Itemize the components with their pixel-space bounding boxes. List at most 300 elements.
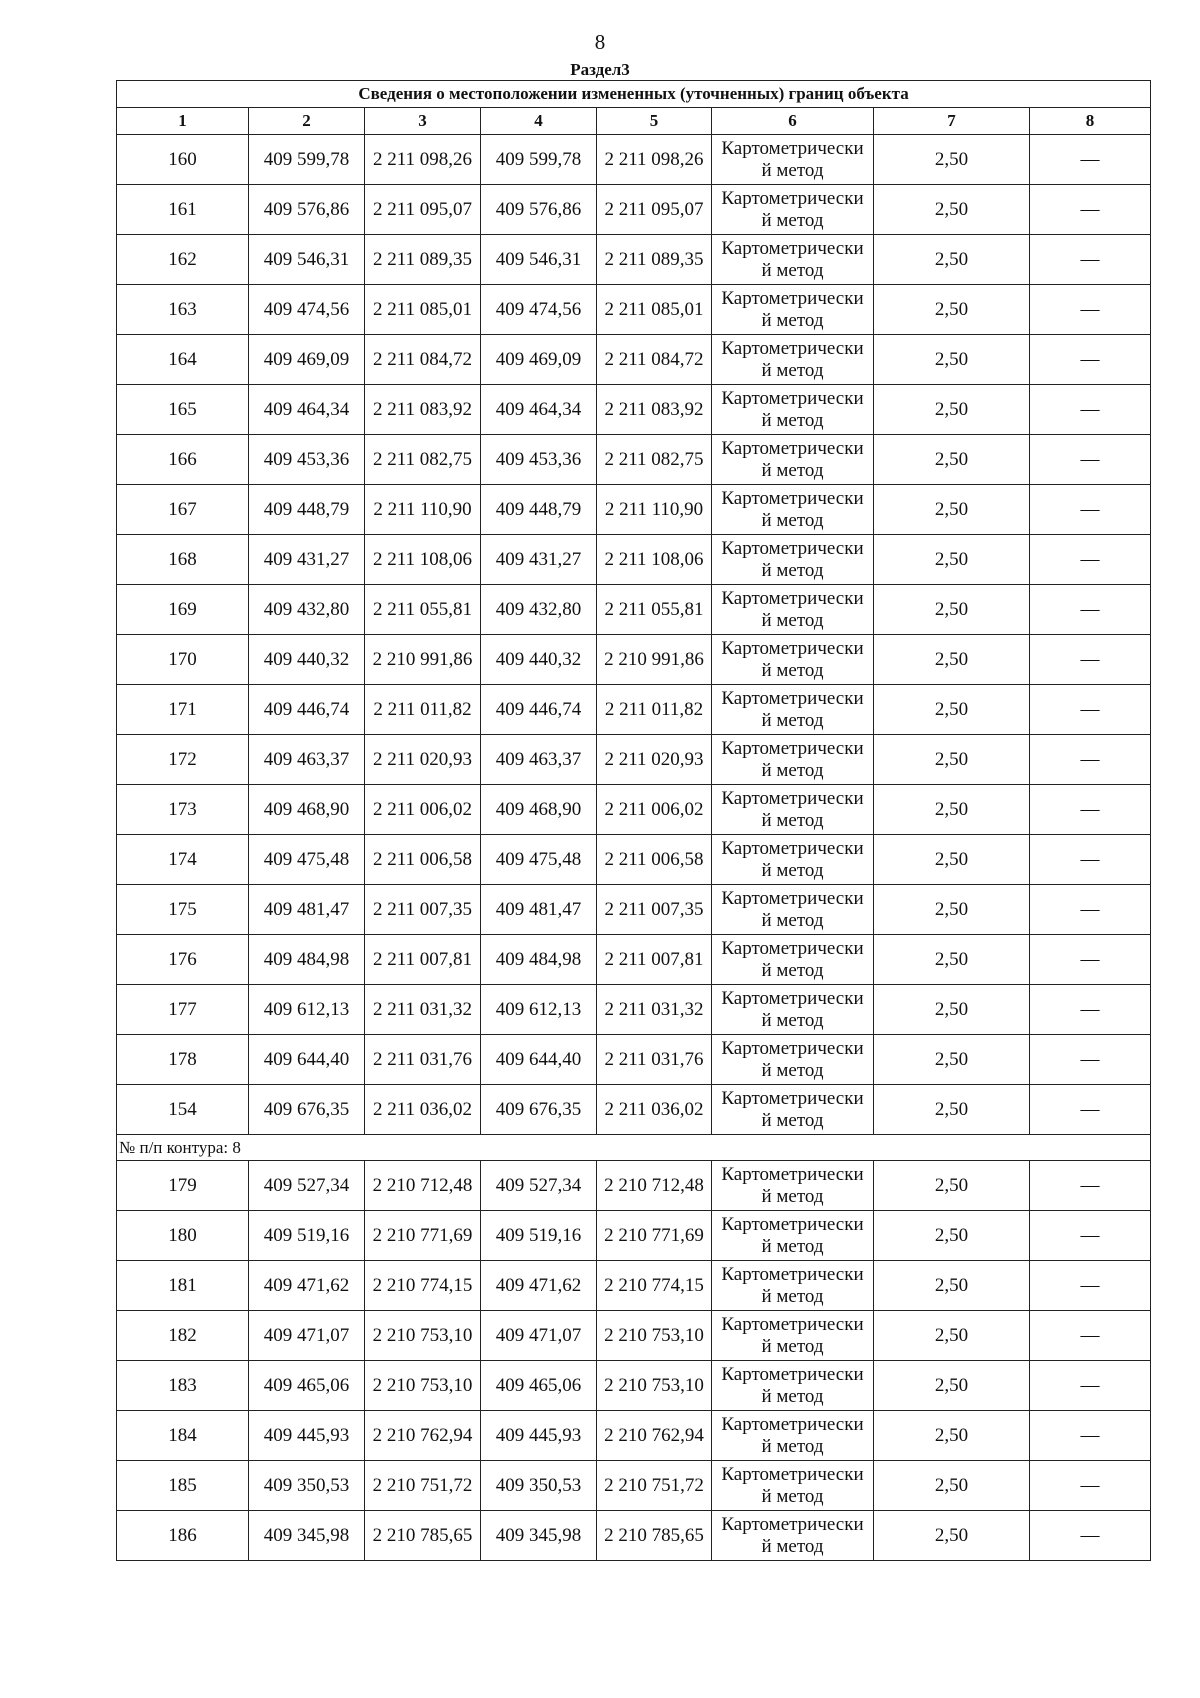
method-cell [712, 1361, 874, 1411]
method-cell [712, 235, 874, 285]
method-cell [712, 1261, 874, 1311]
method-line2: й метод [761, 959, 824, 981]
point-number-cell: 184 [117, 1411, 249, 1461]
method-line1: Картометрически [721, 237, 864, 259]
refined-y-cell: 2 211 006,58 [597, 835, 712, 885]
dash-cell: — [1030, 535, 1151, 585]
dash-cell: — [1030, 1411, 1151, 1461]
method-line2: й метод [761, 209, 824, 231]
refined-y-cell: 2 211 110,90 [597, 485, 712, 535]
coordinates-table [116, 80, 1151, 1561]
table-row [117, 1311, 1151, 1361]
existing-x-cell: 409 474,56 [249, 285, 365, 335]
point-number-cell: 163 [117, 285, 249, 335]
point-number-cell: 183 [117, 1361, 249, 1411]
existing-y-cell: 2 210 774,15 [365, 1261, 481, 1311]
dash-cell: — [1030, 935, 1151, 985]
method-cell [712, 835, 874, 885]
table-row [117, 185, 1151, 235]
table-row [117, 435, 1151, 485]
method-line1: Картометрически [721, 1463, 864, 1485]
method-cell [712, 1411, 874, 1461]
existing-x-cell: 409 481,47 [249, 885, 365, 935]
method-line2: й метод [761, 1059, 824, 1081]
table-caption: Сведения о местоположении измененных (уточненных) границ объекта [117, 81, 1151, 108]
table-row [117, 785, 1151, 835]
refined-x-cell: 409 468,90 [481, 785, 597, 835]
refined-x-cell: 409 484,98 [481, 935, 597, 985]
method-cell [712, 735, 874, 785]
table-row [117, 485, 1151, 535]
dash-cell: — [1030, 885, 1151, 935]
method-line1: Картометрически [721, 337, 864, 359]
refined-y-cell: 2 210 753,10 [597, 1361, 712, 1411]
table-row [117, 685, 1151, 735]
dash-cell: — [1030, 135, 1151, 185]
point-number-cell: 185 [117, 1461, 249, 1511]
refined-y-cell: 2 210 991,86 [597, 635, 712, 685]
method-line1: Картометрически [721, 137, 864, 159]
point-number-cell: 175 [117, 885, 249, 935]
refined-x-cell: 409 345,98 [481, 1511, 597, 1561]
existing-x-cell: 409 676,35 [249, 1085, 365, 1135]
existing-x-cell: 409 445,93 [249, 1411, 365, 1461]
dash-cell: — [1030, 735, 1151, 785]
method-line1: Картометрически [721, 1163, 864, 1185]
method-line1: Картометрически [721, 637, 864, 659]
method-cell [712, 285, 874, 335]
point-number-cell: 162 [117, 235, 249, 285]
point-number-cell: 167 [117, 485, 249, 535]
dash-cell: — [1030, 635, 1151, 685]
existing-x-cell: 409 546,31 [249, 235, 365, 285]
existing-x-cell: 409 475,48 [249, 835, 365, 885]
existing-x-cell: 409 446,74 [249, 685, 365, 735]
table-row [117, 985, 1151, 1035]
method-line1: Картометрически [721, 187, 864, 209]
refined-x-cell: 409 612,13 [481, 985, 597, 1035]
method-cell [712, 985, 874, 1035]
refined-x-cell: 409 599,78 [481, 135, 597, 185]
method-line1: Картометрически [721, 787, 864, 809]
table-row [117, 835, 1151, 885]
refined-x-cell: 409 676,35 [481, 1085, 597, 1135]
method-line1: Картометрически [721, 1087, 864, 1109]
point-number-cell: 160 [117, 135, 249, 185]
existing-y-cell: 2 211 031,76 [365, 1035, 481, 1085]
existing-x-cell: 409 345,98 [249, 1511, 365, 1561]
method-line1: Картометрически [721, 1413, 864, 1435]
method-line2: й метод [761, 1009, 824, 1031]
refined-y-cell: 2 211 031,76 [597, 1035, 712, 1085]
point-number-cell: 179 [117, 1161, 249, 1211]
accuracy-cell: 2,50 [874, 285, 1030, 335]
method-line1: Картометрически [721, 1313, 864, 1335]
existing-y-cell: 2 211 007,35 [365, 885, 481, 935]
existing-y-cell: 2 210 762,94 [365, 1411, 481, 1461]
existing-y-cell: 2 210 771,69 [365, 1211, 481, 1261]
refined-y-cell: 2 210 774,15 [597, 1261, 712, 1311]
dash-cell: — [1030, 1461, 1151, 1511]
accuracy-cell: 2,50 [874, 185, 1030, 235]
method-line1: Картометрически [721, 1363, 864, 1385]
method-line2: й метод [761, 1335, 824, 1357]
table-row [117, 285, 1151, 335]
dash-cell: — [1030, 985, 1151, 1035]
accuracy-cell: 2,50 [874, 135, 1030, 185]
refined-x-cell: 409 475,48 [481, 835, 597, 885]
refined-x-cell: 409 350,53 [481, 1461, 597, 1511]
method-line1: Картометрически [721, 387, 864, 409]
dash-cell: — [1030, 285, 1151, 335]
accuracy-cell: 2,50 [874, 985, 1030, 1035]
refined-x-cell: 409 431,27 [481, 535, 597, 585]
accuracy-cell: 2,50 [874, 1035, 1030, 1085]
existing-y-cell: 2 211 031,32 [365, 985, 481, 1035]
method-cell [712, 1511, 874, 1561]
existing-y-cell: 2 211 110,90 [365, 485, 481, 535]
refined-x-cell: 409 469,09 [481, 335, 597, 385]
page-number: 8 [594, 30, 606, 54]
existing-x-cell: 409 484,98 [249, 935, 365, 985]
refined-x-cell: 409 446,74 [481, 685, 597, 735]
existing-x-cell: 409 599,78 [249, 135, 365, 185]
dash-cell: — [1030, 485, 1151, 535]
existing-x-cell: 409 350,53 [249, 1461, 365, 1511]
method-line2: й метод [761, 259, 824, 281]
point-number-cell: 154 [117, 1085, 249, 1135]
dash-cell: — [1030, 435, 1151, 485]
method-cell [712, 335, 874, 385]
existing-y-cell: 2 211 098,26 [365, 135, 481, 185]
refined-y-cell: 2 211 085,01 [597, 285, 712, 335]
existing-y-cell: 2 211 082,75 [365, 435, 481, 485]
dash-cell: — [1030, 835, 1151, 885]
point-number-cell: 166 [117, 435, 249, 485]
point-number-cell: 171 [117, 685, 249, 735]
method-cell [712, 1085, 874, 1135]
dash-cell: — [1030, 1311, 1151, 1361]
refined-y-cell: 2 211 108,06 [597, 535, 712, 585]
accuracy-cell: 2,50 [874, 635, 1030, 685]
table-row [117, 935, 1151, 985]
existing-x-cell: 409 468,90 [249, 785, 365, 835]
existing-y-cell: 2 210 753,10 [365, 1361, 481, 1411]
existing-y-cell: 2 211 055,81 [365, 585, 481, 635]
accuracy-cell: 2,50 [874, 935, 1030, 985]
refined-y-cell: 2 211 031,32 [597, 985, 712, 1035]
method-line1: Картометрически [721, 937, 864, 959]
refined-y-cell: 2 211 011,82 [597, 685, 712, 735]
method-cell [712, 485, 874, 535]
table-row [117, 1211, 1151, 1261]
accuracy-cell: 2,50 [874, 735, 1030, 785]
dash-cell: — [1030, 785, 1151, 835]
table-row [117, 1361, 1151, 1411]
refined-y-cell: 2 210 751,72 [597, 1461, 712, 1511]
existing-x-cell: 409 431,27 [249, 535, 365, 585]
dash-cell: — [1030, 1211, 1151, 1261]
refined-y-cell: 2 211 098,26 [597, 135, 712, 185]
accuracy-cell: 2,50 [874, 435, 1030, 485]
method-line2: й метод [761, 1235, 824, 1257]
table-row [117, 235, 1151, 285]
point-number-cell: 186 [117, 1511, 249, 1561]
table-row [117, 385, 1151, 435]
column-number: 7 [874, 108, 1030, 135]
method-cell [712, 1461, 874, 1511]
table-row [117, 135, 1151, 185]
accuracy-cell: 2,50 [874, 235, 1030, 285]
method-line2: й метод [761, 809, 824, 831]
method-line2: й метод [761, 509, 824, 531]
column-number: 6 [712, 108, 874, 135]
method-line2: й метод [761, 909, 824, 931]
section-title: Раздел3 [570, 60, 630, 79]
point-number-cell: 180 [117, 1211, 249, 1261]
accuracy-cell: 2,50 [874, 1461, 1030, 1511]
point-number-cell: 165 [117, 385, 249, 435]
refined-y-cell: 2 211 089,35 [597, 235, 712, 285]
method-line1: Картометрически [721, 287, 864, 309]
existing-y-cell: 2 211 011,82 [365, 685, 481, 735]
refined-y-cell: 2 211 095,07 [597, 185, 712, 235]
method-line1: Картометрически [721, 987, 864, 1009]
contour-row [117, 1135, 1151, 1161]
dash-cell: — [1030, 1361, 1151, 1411]
existing-x-cell: 409 471,07 [249, 1311, 365, 1361]
method-line2: й метод [761, 459, 824, 481]
refined-x-cell: 409 576,86 [481, 185, 597, 235]
point-number-cell: 178 [117, 1035, 249, 1085]
existing-y-cell: 2 211 085,01 [365, 285, 481, 335]
accuracy-cell: 2,50 [874, 1261, 1030, 1311]
method-cell [712, 135, 874, 185]
accuracy-cell: 2,50 [874, 835, 1030, 885]
method-line1: Картометрически [721, 537, 864, 559]
method-line1: Картометрически [721, 1513, 864, 1535]
existing-y-cell: 2 211 095,07 [365, 185, 481, 235]
method-cell [712, 1035, 874, 1085]
method-line1: Картометрически [721, 887, 864, 909]
refined-y-cell: 2 211 020,93 [597, 735, 712, 785]
method-line1: Картометрически [721, 437, 864, 459]
dash-cell: — [1030, 685, 1151, 735]
existing-y-cell: 2 211 089,35 [365, 235, 481, 285]
point-number-cell: 173 [117, 785, 249, 835]
point-number-cell: 174 [117, 835, 249, 885]
existing-x-cell: 409 576,86 [249, 185, 365, 235]
column-number: 4 [481, 108, 597, 135]
column-number-row [117, 108, 1151, 135]
column-number: 2 [249, 108, 365, 135]
method-line1: Картометрически [721, 487, 864, 509]
dash-cell: — [1030, 1161, 1151, 1211]
existing-x-cell: 409 527,34 [249, 1161, 365, 1211]
table-row [117, 1411, 1151, 1461]
refined-x-cell: 409 481,47 [481, 885, 597, 935]
dash-cell: — [1030, 235, 1151, 285]
method-line1: Картометрически [721, 1213, 864, 1235]
accuracy-cell: 2,50 [874, 1161, 1030, 1211]
method-cell [712, 1161, 874, 1211]
existing-y-cell: 2 211 036,02 [365, 1085, 481, 1135]
existing-x-cell: 409 464,34 [249, 385, 365, 435]
existing-x-cell: 409 644,40 [249, 1035, 365, 1085]
method-line2: й метод [761, 1285, 824, 1307]
refined-y-cell: 2 211 055,81 [597, 585, 712, 635]
method-cell [712, 885, 874, 935]
table-row [117, 1085, 1151, 1135]
method-cell [712, 785, 874, 835]
existing-x-cell: 409 465,06 [249, 1361, 365, 1411]
accuracy-cell: 2,50 [874, 1211, 1030, 1261]
existing-y-cell: 2 210 991,86 [365, 635, 481, 685]
existing-y-cell: 2 211 084,72 [365, 335, 481, 385]
accuracy-cell: 2,50 [874, 335, 1030, 385]
method-cell [712, 685, 874, 735]
existing-y-cell: 2 211 083,92 [365, 385, 481, 435]
table-row [117, 1035, 1151, 1085]
refined-y-cell: 2 211 007,81 [597, 935, 712, 985]
method-line2: й метод [761, 359, 824, 381]
point-number-cell: 161 [117, 185, 249, 235]
refined-x-cell: 409 471,62 [481, 1261, 597, 1311]
point-number-cell: 168 [117, 535, 249, 585]
refined-y-cell: 2 210 771,69 [597, 1211, 712, 1261]
column-number: 5 [597, 108, 712, 135]
point-number-cell: 169 [117, 585, 249, 635]
table-row [117, 1511, 1151, 1561]
existing-y-cell: 2 210 785,65 [365, 1511, 481, 1561]
method-cell [712, 1311, 874, 1361]
table-row [117, 635, 1151, 685]
refined-x-cell: 409 440,32 [481, 635, 597, 685]
refined-x-cell: 409 465,06 [481, 1361, 597, 1411]
point-number-cell: 177 [117, 985, 249, 1035]
method-line2: й метод [761, 159, 824, 181]
column-number: 1 [117, 108, 249, 135]
method-cell [712, 585, 874, 635]
dash-cell: — [1030, 385, 1151, 435]
method-line2: й метод [761, 659, 824, 681]
refined-x-cell: 409 445,93 [481, 1411, 597, 1461]
method-line1: Картометрически [721, 1037, 864, 1059]
refined-x-cell: 409 519,16 [481, 1211, 597, 1261]
point-number-cell: 176 [117, 935, 249, 985]
method-line1: Картометрически [721, 737, 864, 759]
point-number-cell: 170 [117, 635, 249, 685]
accuracy-cell: 2,50 [874, 785, 1030, 835]
existing-x-cell: 409 463,37 [249, 735, 365, 785]
accuracy-cell: 2,50 [874, 1361, 1030, 1411]
method-cell [712, 385, 874, 435]
method-cell [712, 935, 874, 985]
table-row [117, 885, 1151, 935]
accuracy-cell: 2,50 [874, 1411, 1030, 1461]
point-number-cell: 182 [117, 1311, 249, 1361]
refined-x-cell: 409 644,40 [481, 1035, 597, 1085]
existing-y-cell: 2 211 006,02 [365, 785, 481, 835]
method-line2: й метод [761, 1535, 824, 1557]
method-cell [712, 535, 874, 585]
dash-cell: — [1030, 1511, 1151, 1561]
refined-y-cell: 2 211 082,75 [597, 435, 712, 485]
existing-x-cell: 409 432,80 [249, 585, 365, 635]
existing-y-cell: 2 211 006,58 [365, 835, 481, 885]
point-number-cell: 181 [117, 1261, 249, 1311]
method-line2: й метод [761, 1109, 824, 1131]
existing-y-cell: 2 210 712,48 [365, 1161, 481, 1211]
method-line2: й метод [761, 859, 824, 881]
refined-x-cell: 409 527,34 [481, 1161, 597, 1211]
refined-x-cell: 409 463,37 [481, 735, 597, 785]
method-cell [712, 1211, 874, 1261]
method-cell [712, 185, 874, 235]
method-cell [712, 635, 874, 685]
method-line1: Картометрически [721, 687, 864, 709]
table-row [117, 1261, 1151, 1311]
dash-cell: — [1030, 185, 1151, 235]
refined-x-cell: 409 432,80 [481, 585, 597, 635]
refined-x-cell: 409 546,31 [481, 235, 597, 285]
dash-cell: — [1030, 335, 1151, 385]
existing-x-cell: 409 469,09 [249, 335, 365, 385]
refined-y-cell: 2 210 712,48 [597, 1161, 712, 1211]
table-row [117, 1161, 1151, 1211]
existing-y-cell: 2 211 007,81 [365, 935, 481, 985]
existing-x-cell: 409 448,79 [249, 485, 365, 535]
accuracy-cell: 2,50 [874, 1085, 1030, 1135]
table-row [117, 735, 1151, 785]
refined-y-cell: 2 211 007,35 [597, 885, 712, 935]
refined-x-cell: 409 471,07 [481, 1311, 597, 1361]
table-row [117, 535, 1151, 585]
accuracy-cell: 2,50 [874, 485, 1030, 535]
method-line1: Картометрически [721, 587, 864, 609]
existing-x-cell: 409 612,13 [249, 985, 365, 1035]
existing-x-cell: 409 453,36 [249, 435, 365, 485]
existing-y-cell: 2 211 108,06 [365, 535, 481, 585]
method-line2: й метод [761, 409, 824, 431]
refined-y-cell: 2 211 006,02 [597, 785, 712, 835]
method-line2: й метод [761, 1435, 824, 1457]
existing-y-cell: 2 210 753,10 [365, 1311, 481, 1361]
method-cell [712, 435, 874, 485]
dash-cell: — [1030, 1085, 1151, 1135]
table-row [117, 1461, 1151, 1511]
method-line2: й метод [761, 1485, 824, 1507]
accuracy-cell: 2,50 [874, 1311, 1030, 1361]
method-line1: Картометрически [721, 837, 864, 859]
dash-cell: — [1030, 585, 1151, 635]
method-line2: й метод [761, 759, 824, 781]
existing-y-cell: 2 211 020,93 [365, 735, 481, 785]
existing-x-cell: 409 471,62 [249, 1261, 365, 1311]
method-line2: й метод [761, 609, 824, 631]
refined-x-cell: 409 448,79 [481, 485, 597, 535]
method-line2: й метод [761, 309, 824, 331]
dash-cell: — [1030, 1035, 1151, 1085]
contour-label: № п/п контура: 8 [117, 1135, 1151, 1161]
refined-y-cell: 2 211 083,92 [597, 385, 712, 435]
refined-x-cell: 409 453,36 [481, 435, 597, 485]
dash-cell: — [1030, 1261, 1151, 1311]
table-body [117, 81, 1151, 1561]
refined-y-cell: 2 210 753,10 [597, 1311, 712, 1361]
table-caption-row [117, 81, 1151, 108]
method-line1: Картометрически [721, 1263, 864, 1285]
